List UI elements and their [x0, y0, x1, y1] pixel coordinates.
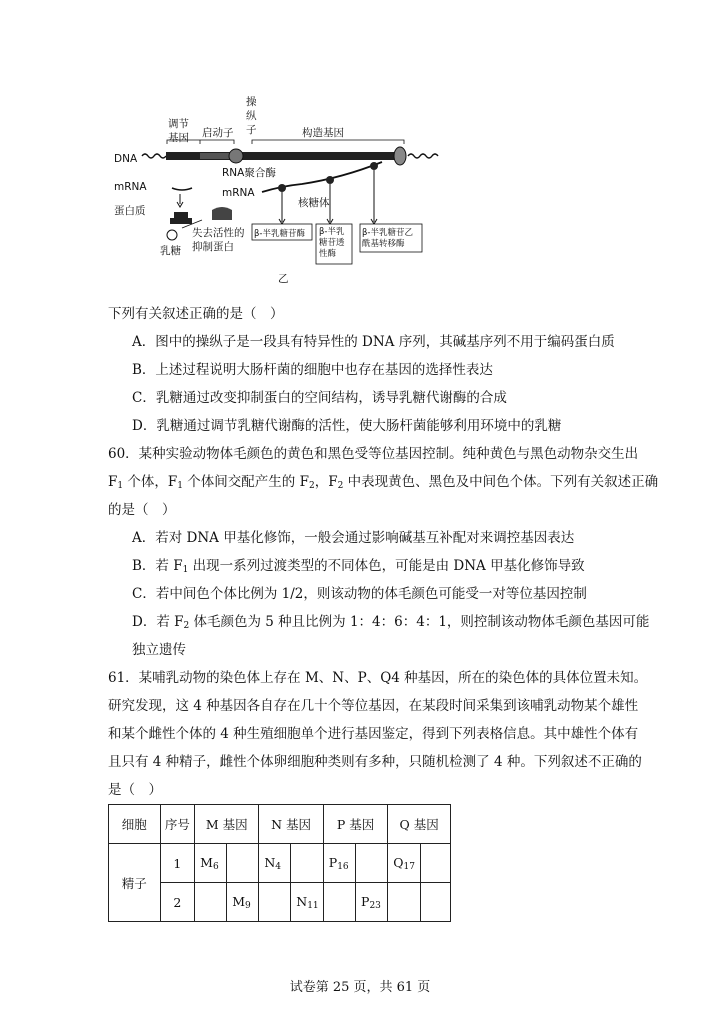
table-cell: [195, 883, 227, 922]
q60-line-1: 60．某种实验动物体毛颜色的黄色和黑色受等位基因控制。纯种黄色与黑色动物杂交生出: [108, 446, 639, 462]
label-ribosome: 核糖体: [298, 197, 330, 209]
label-promoter: 启动子: [202, 127, 234, 139]
q60-option-c: C．若中间色个体比例为 1/2，则该动物的体毛颜色可能受一对等位基因控制: [132, 586, 587, 602]
table-header: P 基因: [323, 805, 388, 844]
table-header: N 基因: [259, 805, 323, 844]
table-cell: $M_6$: [195, 844, 227, 883]
label-structural-genes: 构造基因: [302, 127, 344, 139]
table-cell: 1: [160, 844, 195, 883]
q61-line-5: 是（ ）: [108, 782, 162, 798]
q59-option-c: C．乳糖通过改变抑制蛋白的空间结构，诱导乳糖代谢酶的合成: [132, 390, 507, 406]
q60-option-b: B．若 $F_1$ 出现一系列过渡类型的不同体色，可能是由 DNA 甲基化修饰导致: [132, 558, 585, 575]
q60-line-3: 的是（ ）: [108, 502, 176, 518]
repressor-on-operator: [394, 147, 406, 165]
label-mrna-2: mRNA: [222, 187, 255, 199]
table-cell: $Q_{17}$: [388, 844, 420, 883]
q60-option-a: A．若对 DNA 甲基化修饰，一般会通过影响碱基互补配对来调控基因表达: [132, 530, 575, 546]
table-header: M 基因: [195, 805, 259, 844]
table-header: Q 基因: [388, 805, 451, 844]
q59-option-b: B．上述过程说明大肠杆菌的细胞中也存在基因的选择性表达: [132, 362, 493, 378]
table-header: 序号: [160, 805, 195, 844]
label-enzyme-2: β-半乳 糖苷透 性酶: [319, 227, 345, 259]
ribosome-1: [278, 184, 286, 192]
q60-option-d: D．若 $F_2$ 体毛颜色为 5 种且比例为 1：4：6：4：1，则控制该动物体毛颜色基因可能: [132, 614, 650, 631]
table-row: [109, 844, 451, 883]
dna-strand-right: [408, 154, 438, 158]
label-dna: DNA: [114, 153, 138, 165]
table-header-row: [109, 805, 451, 844]
q60-line-2: $F_1$ 个体，$F_1$ 个体间交配产生的 $F_2$，$F_2$ 中表现黄色、黑色及中间色个体。下列有关叙述正确: [108, 474, 659, 491]
label-operator: 操 纵 子: [246, 96, 257, 136]
label-inactive-repressor: 失去活性的 抑制蛋白: [192, 227, 245, 253]
table-cell: $M_9$: [227, 883, 259, 922]
lactose-icon: [167, 230, 177, 240]
mrna-short: [172, 188, 192, 190]
q61-line-3: 和某个雌性个体的 4 种生殖细胞单个进行基因鉴定，得到下列表格信息。其中雄性个体有: [108, 726, 639, 742]
label-regulator-gene: 调节 基因: [168, 118, 189, 144]
q59-stem: 下列有关叙述正确的是（ ）: [108, 306, 284, 322]
table-cell: [259, 883, 291, 922]
table-cell: $P_{23}$: [356, 883, 388, 922]
label-enzyme-3: β-半乳糖苷乙 酰基转移酶: [362, 228, 413, 249]
table-row: [109, 883, 451, 922]
q59-option-a: A．图中的操纵子是一段具有特异性的 DNA 序列，其碱基序列不用于编码蛋白质: [132, 334, 615, 350]
q59-option-d: D．乳糖通过调节乳糖代谢酶的活性，使大肠杆菌能够利用环境中的乳糖: [132, 418, 562, 434]
label-rna-polymerase: RNA聚合酶: [222, 167, 276, 179]
label-enzyme-1: β-半乳糖苷酶: [254, 229, 305, 239]
table-cell: [388, 883, 420, 922]
rna-polymerase: [229, 149, 243, 163]
dna-strand-left: [142, 154, 166, 158]
inactive-repressor-icon: [212, 207, 232, 220]
table-header: 细胞: [109, 805, 161, 844]
q61-line-1: 61．某哺乳动物的染色体上存在 M、N、P、Q4 种基因，所在的染色体的具体位置未知。: [108, 670, 648, 686]
q61-line-4: 且只有 4 种精子，雌性个体卵细胞种类则有多种，只随机检测了 4 种。下列叙述不正确的: [108, 754, 642, 770]
lac-operon-figure: [112, 92, 452, 288]
table-cell: [227, 844, 259, 883]
label-protein: 蛋白质: [114, 205, 146, 217]
q60-option-d-cont: 独立遗传: [132, 642, 186, 658]
table-cell: $N_4$: [259, 844, 291, 883]
ribosome-3: [370, 162, 378, 170]
label-lactose: 乳糖: [160, 245, 181, 257]
table-cell: $N_{11}$: [291, 883, 324, 922]
table-cell: [420, 883, 450, 922]
ribosome-2: [326, 176, 334, 184]
table-cell: 2: [160, 883, 195, 922]
page-footer: 试卷第 25 页，共 61 页: [289, 980, 431, 995]
figure-caption: 乙: [278, 273, 289, 285]
table-cell-cell-type: 精子: [109, 844, 161, 922]
table-cell: [420, 844, 450, 883]
table-cell: [323, 883, 355, 922]
table-cell: [291, 844, 324, 883]
table-cell: $P_{16}$: [323, 844, 355, 883]
table-cell: [356, 844, 388, 883]
repressor-protein-icon: [170, 212, 192, 224]
gene-table: [108, 804, 451, 922]
q61-line-2: 研究发现，这 4 种基因各自存在几十个等位基因，在某段时间采集到该哺乳动物某个雄性: [108, 698, 639, 714]
label-mrna: mRNA: [114, 181, 147, 193]
